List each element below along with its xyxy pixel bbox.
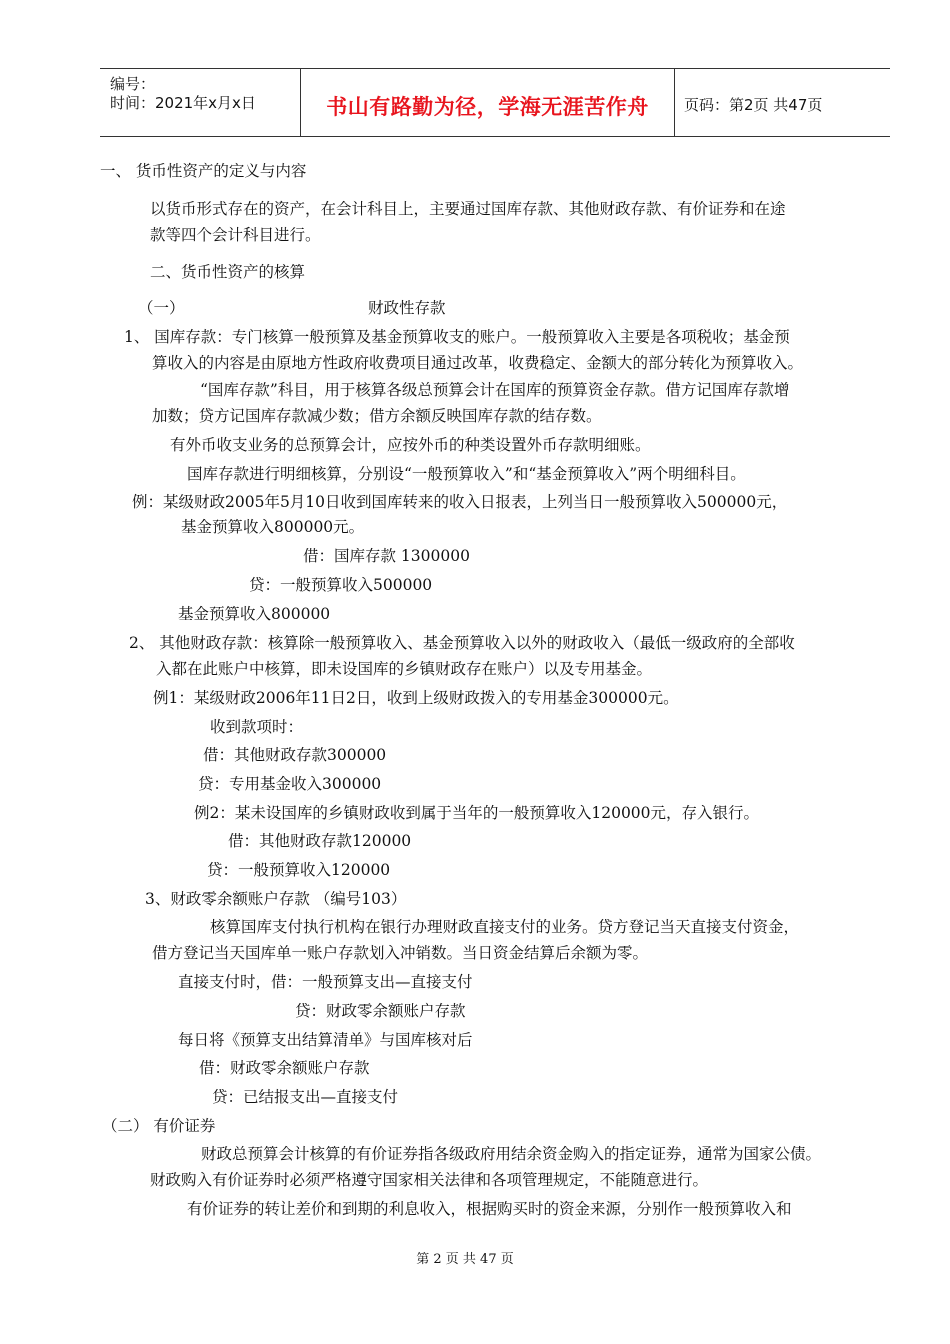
journal-entry-debit: 借：国库存款 1300000 [303,547,470,565]
serial-number-label: 编号： [110,75,156,93]
paragraph-line: 有价证券的转让差价和到期的利息收入，根据购买时的资金来源，分别作一般预算收入和 [187,1200,792,1218]
paragraph-line: 有外币收支业务的总预算会计，应按外币的种类设置外币存款明细账。 [170,436,651,454]
paragraph-line: 财政总预算会计核算的有价证券指各级政府用结余资金购入的指定证券，通常为国家公债。 [201,1145,822,1163]
example-line: 例：某级财政2005年5月10日收到国库转来的收入日报表，上列当日一般预算收入500000元， [132,493,788,511]
footer-page-number: 第 2 页 共 47 页 [416,1252,514,1267]
journal-entry-line: 基金预算收入800000 [178,605,331,623]
paragraph-line: 核算国库支付执行机构在银行办理财政直接支付的业务。贷方登记当天直接支付资金， [210,918,800,936]
header-page-cell [675,69,890,136]
journal-entry-debit: 借：其他财政存款120000 [228,832,412,850]
page-number-label: 页码：第2页 共47页 [684,96,823,114]
example-line: 基金预算收入800000元。 [181,518,365,536]
paragraph-line: 每日将《预算支出结算清单》与国库核对后 [178,1031,473,1049]
paragraph-line: 入都在此账户中核算，即未设国库的乡镇财政存在账户）以及专用基金。 [156,660,653,678]
paragraph-line: 借方登记当天国库单一账户存款划入冲销数。当日资金结算后余额为零。 [152,944,649,962]
journal-entry-credit: 贷：专用基金收入300000 [198,775,382,793]
paragraph-line: 加数；贷方记国库存款减少数；借方余额反映国库存款的结存数。 [152,407,602,425]
subsection-title: 3、财政零余额账户存款 （编号103） [145,890,407,908]
subsection-title: （二） 有价证券 [102,1117,216,1135]
paragraph-line: 以货币形式存在的资产，在会计科目上，主要通过国库存款、其他财政存款、有价证券和在途 [150,200,786,218]
header-motto-cell [301,69,675,136]
motto-text: 书山有路勤为径，学海无涯苦作舟 [326,95,649,119]
example-line: 例1：某级财政2006年11日2日，收到上级财政拨入的专用基金300000元。 [153,689,679,707]
paragraph-line: 款等四个会计科目进行。 [150,226,321,244]
journal-entry-debit: 直接支付时，借：一般预算支出—直接支付 [178,973,473,991]
journal-entry-credit: 贷：已结报支出—直接支付 [212,1088,399,1106]
paragraph-line: 国库存款进行明细核算，分别设“一般预算收入”和“基金预算收入”两个明细科目。 [187,465,746,483]
journal-entry-debit: 借：其他财政存款300000 [203,746,387,764]
paragraph-line: 财政购入有价证券时必须严格遵守国家相关法律和各项管理规定，不能随意进行。 [150,1171,709,1189]
section-heading: 一、 货币性资产的定义与内容 [100,162,307,180]
section-heading: 二、货币性资产的核算 [150,263,306,281]
example-line: 例2：某未设国库的乡镇财政收到属于当年的一般预算收入120000元，存入银行。 [194,804,760,822]
journal-entry-credit: 贷：一般预算收入500000 [249,576,433,594]
paragraph-line: 收到款项时： [210,718,304,736]
paragraph-line: 2、 其他财政存款：核算除一般预算收入、基金预算收入以外的财政收入（最低一级政府的全部收 [129,634,795,652]
journal-entry-debit: 借：财政零余额账户存款 [199,1059,370,1077]
document-header [100,68,890,137]
date-label: 时间：2021年x月x日 [110,94,256,112]
paragraph-line: 算收入的内容是由原地方性政府收费项目通过改革，收费稳定、金额大的部分转化为预算收入。 [152,354,804,372]
paragraph-line: 1、 国库存款：专门核算一般预算及基金预算收支的账户。一般预算收入主要是各项税收；基金预 [124,328,790,346]
journal-entry-credit: 贷：一般预算收入120000 [207,861,391,879]
subsection-number: （一） [138,299,185,317]
header-meta-cell [100,69,301,136]
subsection-title: 财政性存款 [368,299,446,317]
journal-entry-credit: 贷：财政零余额账户存款 [295,1002,466,1020]
paragraph-line: “国库存款”科目，用于核算各级总预算会计在国库的预算资金存款。借方记国库存款增 [200,381,790,399]
page-footer [0,1248,950,1267]
